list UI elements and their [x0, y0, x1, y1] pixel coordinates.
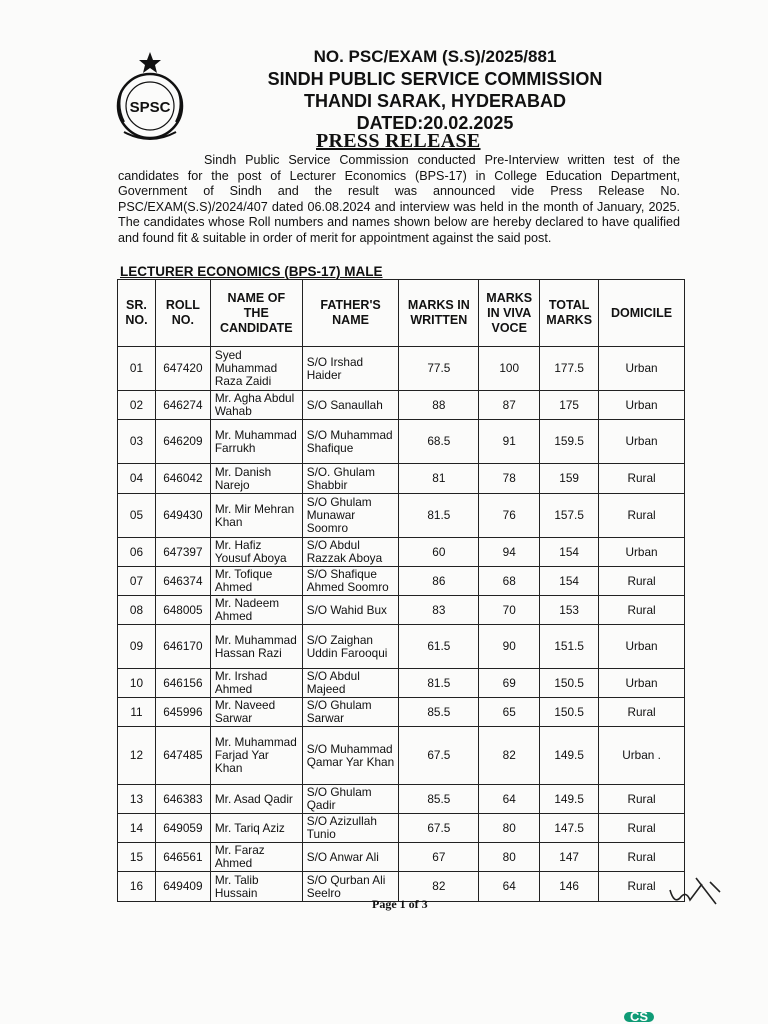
cell-father-name: S/O Sanaullah [302, 391, 399, 420]
organization-address: THANDI SARAK, HYDERABAD [303, 91, 566, 111]
cell-marks-viva: 82 [479, 727, 540, 785]
header-candidate-name: NAME OF THE CANDIDATE [210, 280, 302, 347]
cell-total-marks: 149.5 [540, 727, 599, 785]
cell-roll-no: 649430 [155, 494, 210, 538]
cell-marks-viva: 64 [479, 785, 540, 814]
cell-sr-no: 14 [118, 814, 156, 843]
cell-father-name: S/O Muhammad Shafique [302, 420, 399, 464]
cell-candidate-name: Mr. Mir Mehran Khan [210, 494, 302, 538]
cell-sr-no: 01 [118, 347, 156, 391]
cell-father-name: S/O Wahid Bux [302, 596, 399, 625]
cell-sr-no: 11 [118, 698, 156, 727]
cell-domicile: Rural [599, 785, 685, 814]
cell-candidate-name: Mr. Muhammad Farrukh [210, 420, 302, 464]
cell-candidate-name: Mr. Muhammad Farjad Yar Khan [210, 727, 302, 785]
table-row [118, 596, 685, 625]
cell-domicile: Urban [599, 538, 685, 567]
cell-marks-viva: 78 [479, 464, 540, 494]
cell-father-name: S/O Azizullah Tunio [302, 814, 399, 843]
cell-candidate-name: Mr. Asad Qadir [210, 785, 302, 814]
cell-candidate-name: Mr. Tofique Ahmed [210, 567, 302, 596]
cell-father-name: S/O Muhammad Qamar Yar Khan [302, 727, 399, 785]
cell-father-name: S/O Irshad Haider [302, 347, 399, 391]
cell-marks-written: 81.5 [399, 669, 479, 698]
cell-sr-no: 15 [118, 843, 156, 872]
cell-domicile: Urban [599, 669, 685, 698]
cell-roll-no: 646274 [155, 391, 210, 420]
table-row [118, 494, 685, 538]
cell-marks-written: 68.5 [399, 420, 479, 464]
cell-father-name: S/O Anwar Ali [302, 843, 399, 872]
cell-marks-viva: 90 [479, 625, 540, 669]
cell-sr-no: 13 [118, 785, 156, 814]
cell-total-marks: 157.5 [540, 494, 599, 538]
document-date: DATED:20.02.2025 [356, 113, 514, 133]
cell-candidate-name: Mr. Talib Hussain [210, 872, 302, 902]
cell-sr-no: 04 [118, 464, 156, 494]
header-father-name: FATHER'S NAME [302, 280, 399, 347]
cell-candidate-name: Mr. Hafiz Yousuf Aboya [210, 538, 302, 567]
cell-marks-viva: 70 [479, 596, 540, 625]
cell-marks-written: 82 [399, 872, 479, 902]
cell-marks-written: 67 [399, 843, 479, 872]
cell-domicile: Urban [599, 625, 685, 669]
page-number: Page 1 of 3 [372, 897, 428, 911]
cell-domicile: Rural [599, 698, 685, 727]
cell-total-marks: 177.5 [540, 347, 599, 391]
cell-sr-no: 05 [118, 494, 156, 538]
cell-total-marks: 147 [540, 843, 599, 872]
cell-total-marks: 153 [540, 596, 599, 625]
organization-name: SINDH PUBLIC SERVICE COMMISSION [267, 69, 603, 89]
cell-marks-written: 60 [399, 538, 479, 567]
cell-sr-no: 10 [118, 669, 156, 698]
cell-roll-no: 646561 [155, 843, 210, 872]
cell-father-name: S/O Qurban Ali Seelro [302, 872, 399, 902]
cell-sr-no: 07 [118, 567, 156, 596]
cell-marks-viva: 64 [479, 872, 540, 902]
cell-candidate-name: Syed Muhammad Raza Zaidi [210, 347, 302, 391]
cell-marks-viva: 65 [479, 698, 540, 727]
table-row [118, 391, 685, 420]
cell-domicile: Rural [599, 843, 685, 872]
cell-father-name: S/O Ghulam Munawar Soomro [302, 494, 399, 538]
table-body [118, 347, 685, 902]
cell-domicile: Rural [599, 814, 685, 843]
reference-number: NO. PSC/EXAM (S.S)/2025/881 [313, 47, 557, 66]
cell-marks-written: 83 [399, 596, 479, 625]
header-domicile: DOMICILE [599, 280, 685, 347]
cell-father-name: S/O. Ghulam Shabbir [302, 464, 399, 494]
cell-marks-viva: 80 [479, 814, 540, 843]
header-roll-no: ROLL NO. [155, 280, 210, 347]
cell-candidate-name: Mr. Nadeem Ahmed [210, 596, 302, 625]
cell-roll-no: 647485 [155, 727, 210, 785]
cell-marks-viva: 94 [479, 538, 540, 567]
cell-total-marks: 146 [540, 872, 599, 902]
section-title: LECTURER ECONOMICS (BPS-17) MALE [120, 264, 383, 279]
table-row [118, 785, 685, 814]
cell-sr-no: 03 [118, 420, 156, 464]
cell-marks-written: 85.5 [399, 698, 479, 727]
cell-total-marks: 150.5 [540, 669, 599, 698]
table-row [118, 464, 685, 494]
cell-father-name: S/O Abdul Razzak Aboya [302, 538, 399, 567]
cell-marks-viva: 91 [479, 420, 540, 464]
cell-domicile: Rural [599, 872, 685, 902]
cell-roll-no: 646209 [155, 420, 210, 464]
cell-marks-written: 77.5 [399, 347, 479, 391]
table-row [118, 420, 685, 464]
cell-sr-no: 02 [118, 391, 156, 420]
cell-marks-viva: 87 [479, 391, 540, 420]
signature-mark [666, 870, 726, 910]
cell-candidate-name: Mr. Faraz Ahmed [210, 843, 302, 872]
cell-marks-written: 61.5 [399, 625, 479, 669]
header-marks-written: MARKS IN WRITTEN [399, 280, 479, 347]
cell-roll-no: 649409 [155, 872, 210, 902]
cell-roll-no: 646156 [155, 669, 210, 698]
cell-total-marks: 147.5 [540, 814, 599, 843]
cell-candidate-name: Mr. Agha Abdul Wahab [210, 391, 302, 420]
cell-roll-no: 648005 [155, 596, 210, 625]
cell-marks-viva: 100 [479, 347, 540, 391]
table-header-row [118, 280, 685, 347]
cell-marks-written: 81.5 [399, 494, 479, 538]
cell-candidate-name: Mr. Naveed Sarwar [210, 698, 302, 727]
cell-marks-written: 81 [399, 464, 479, 494]
cell-roll-no: 646383 [155, 785, 210, 814]
cell-father-name: S/O Abdul Majeed [302, 669, 399, 698]
cell-candidate-name: Mr. Irshad Ahmed [210, 669, 302, 698]
cell-domicile: Rural [599, 567, 685, 596]
cell-father-name: S/O Ghulam Qadir [302, 785, 399, 814]
cell-roll-no: 646170 [155, 625, 210, 669]
spsc-seal-logo [108, 50, 192, 142]
cell-domicile: Urban [599, 391, 685, 420]
cell-father-name: S/O Shafique Ahmed Soomro [302, 567, 399, 596]
cell-total-marks: 154 [540, 538, 599, 567]
cell-father-name: S/O Zaighan Uddin Farooqui [302, 625, 399, 669]
cell-candidate-name: Mr. Muhammad Hassan Razi [210, 625, 302, 669]
cell-roll-no: 647420 [155, 347, 210, 391]
cell-roll-no: 647397 [155, 538, 210, 567]
cell-father-name: S/O Ghulam Sarwar [302, 698, 399, 727]
document-header [250, 46, 620, 134]
table-row [118, 567, 685, 596]
document-title: PRESS RELEASE [316, 130, 481, 152]
table-row [118, 698, 685, 727]
cell-marks-viva: 76 [479, 494, 540, 538]
cell-marks-written: 85.5 [399, 785, 479, 814]
camscanner-badge: CS [624, 1012, 654, 1022]
cell-marks-viva: 69 [479, 669, 540, 698]
cell-marks-written: 88 [399, 391, 479, 420]
cell-roll-no: 646042 [155, 464, 210, 494]
cell-sr-no: 06 [118, 538, 156, 567]
results-table [117, 279, 685, 902]
body-paragraph: Sindh Public Service Commission conducted Pre-Interview written test of the candidates for the post of Lecturer Economics (BPS-17) in College Education Department, Government of Sindh and the result was announced vide Press Release No. PSC/EXAM(S.S)/2024/407 dated 06.08.2024 and interview was held in the month of January, 2025. The candidates whose Roll numbers and names shown below are hereby declared to have qualified and found fit & suitable in order of merit for appointment against the said post. [118, 153, 680, 245]
cell-total-marks: 151.5 [540, 625, 599, 669]
cell-sr-no: 09 [118, 625, 156, 669]
table-row [118, 669, 685, 698]
cell-marks-written: 67.5 [399, 814, 479, 843]
cell-domicile: Rural [599, 596, 685, 625]
cell-marks-written: 67.5 [399, 727, 479, 785]
cell-total-marks: 175 [540, 391, 599, 420]
table-row [118, 843, 685, 872]
table-row [118, 538, 685, 567]
header-marks-viva: MARKS IN VIVA VOCE [479, 280, 540, 347]
table-row [118, 814, 685, 843]
cell-marks-viva: 80 [479, 843, 540, 872]
cell-total-marks: 159 [540, 464, 599, 494]
cell-domicile: Rural [599, 464, 685, 494]
cell-roll-no: 645996 [155, 698, 210, 727]
cell-roll-no: 649059 [155, 814, 210, 843]
cell-total-marks: 159.5 [540, 420, 599, 464]
cell-candidate-name: Mr. Danish Narejo [210, 464, 302, 494]
table-row [118, 727, 685, 785]
cell-domicile: Urban . [599, 727, 685, 785]
seal-text: SPSC [129, 99, 171, 116]
header-total-marks: TOTAL MARKS [540, 280, 599, 347]
cell-total-marks: 150.5 [540, 698, 599, 727]
cell-domicile: Urban [599, 420, 685, 464]
cell-marks-written: 86 [399, 567, 479, 596]
cell-roll-no: 646374 [155, 567, 210, 596]
cell-domicile: Rural [599, 494, 685, 538]
cell-total-marks: 154 [540, 567, 599, 596]
cell-total-marks: 149.5 [540, 785, 599, 814]
header-sr-no: SR. NO. [118, 280, 156, 347]
table-row [118, 347, 685, 391]
cell-candidate-name: Mr. Tariq Aziz [210, 814, 302, 843]
cell-marks-viva: 68 [479, 567, 540, 596]
cell-sr-no: 12 [118, 727, 156, 785]
table-row [118, 625, 685, 669]
cell-sr-no: 08 [118, 596, 156, 625]
cell-domicile: Urban [599, 347, 685, 391]
cell-sr-no: 16 [118, 872, 156, 902]
